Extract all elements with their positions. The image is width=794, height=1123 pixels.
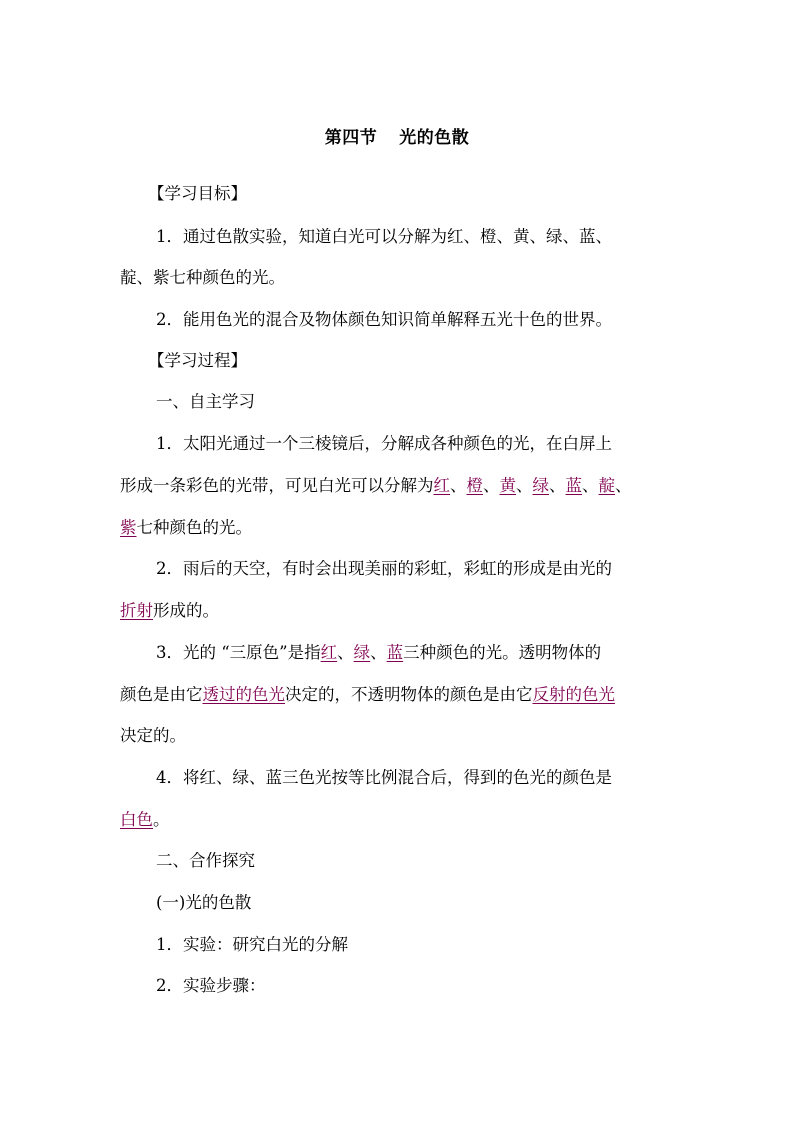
separator: 、 [582, 476, 599, 495]
question-3-text-3: 决定的，不透明物体的颜色是由它 [285, 685, 533, 704]
question-2-suffix: 形成的。 [153, 601, 219, 620]
separator: 、 [370, 643, 387, 662]
section-number: 第四节 [324, 128, 378, 148]
question-1-line-1: 1．太阳光通过一个三棱镜后，分解成各种颜色的光，在白屏上 [156, 434, 612, 453]
separator: 、 [549, 476, 566, 495]
answer-indigo: 靛 [598, 476, 615, 495]
question-3-line-1 [156, 642, 601, 664]
separator: 、 [516, 476, 533, 495]
question-3-line-3: 决定的。 [120, 726, 186, 745]
question-2-line-2 [120, 600, 219, 622]
answer-primary-red: 红 [320, 643, 338, 662]
explore-heading: 二、合作探究 [156, 851, 255, 870]
answer-yellow: 黄 [499, 476, 516, 495]
separator: 、 [450, 476, 467, 495]
subsection-dispersion: (一)光的色散 [156, 893, 252, 912]
question-3-text: 3．光的 “三原色”是指 [156, 643, 321, 662]
objective-1-line-1: 1．通过色散实验，知道白光可以分解为红、橙、黄、绿、蓝、 [156, 227, 612, 246]
answer-reflected-light: 反射的色光 [532, 685, 615, 704]
question-1-line-2 [120, 475, 632, 497]
self-study-heading: 一、自主学习 [156, 392, 255, 411]
answer-green: 绿 [532, 476, 549, 495]
question-3-suffix: 三种颜色的光。透明物体的 [403, 643, 602, 662]
question-4-line-2 [120, 809, 170, 831]
objective-1-line-2: 靛、紫七种颜色的光。 [120, 268, 285, 287]
answer-violet: 紫 [120, 518, 137, 537]
question-4-suffix: 。 [153, 810, 170, 829]
experiment-item-2: 2．实验步骤： [156, 976, 266, 995]
page-title [0, 123, 794, 148]
answer-white: 白色 [120, 810, 153, 829]
answer-primary-blue: 蓝 [386, 643, 404, 662]
answer-primary-green: 绿 [353, 643, 371, 662]
answer-transmitted-light: 透过的色光 [202, 685, 285, 704]
question-2-line-1: 2．雨后的天空，有时会出现美丽的彩虹，彩虹的形成是由光的 [156, 559, 612, 578]
question-1-line-3 [120, 517, 252, 539]
question-3-text-2: 颜色是由它 [120, 685, 203, 704]
process-heading: 【学习过程】 [148, 351, 247, 370]
answer-blue: 蓝 [565, 476, 582, 495]
question-4-line-1: 4．将红、绿、蓝三色光按等比例混合后，得到的色光的颜色是 [156, 768, 612, 787]
separator: 、 [483, 476, 500, 495]
experiment-item-1: 1．实验：研究白光的分解 [156, 935, 348, 954]
separator: 、 [615, 476, 632, 495]
answer-orange: 橙 [466, 476, 483, 495]
answer-refraction: 折射 [120, 601, 153, 620]
question-1-text: 形成一条彩色的光带，可见白光可以分解为 [120, 476, 434, 495]
answer-red: 红 [433, 476, 450, 495]
objectives-heading: 【学习目标】 [148, 184, 247, 203]
section-title: 光的色散 [399, 128, 470, 148]
question-1-suffix: 七种颜色的光。 [136, 518, 252, 537]
separator: 、 [337, 643, 354, 662]
question-3-line-2 [120, 684, 615, 706]
objective-2: 2．能用色光的混合及物体颜色知识简单解释五光十色的世界。 [156, 310, 612, 329]
